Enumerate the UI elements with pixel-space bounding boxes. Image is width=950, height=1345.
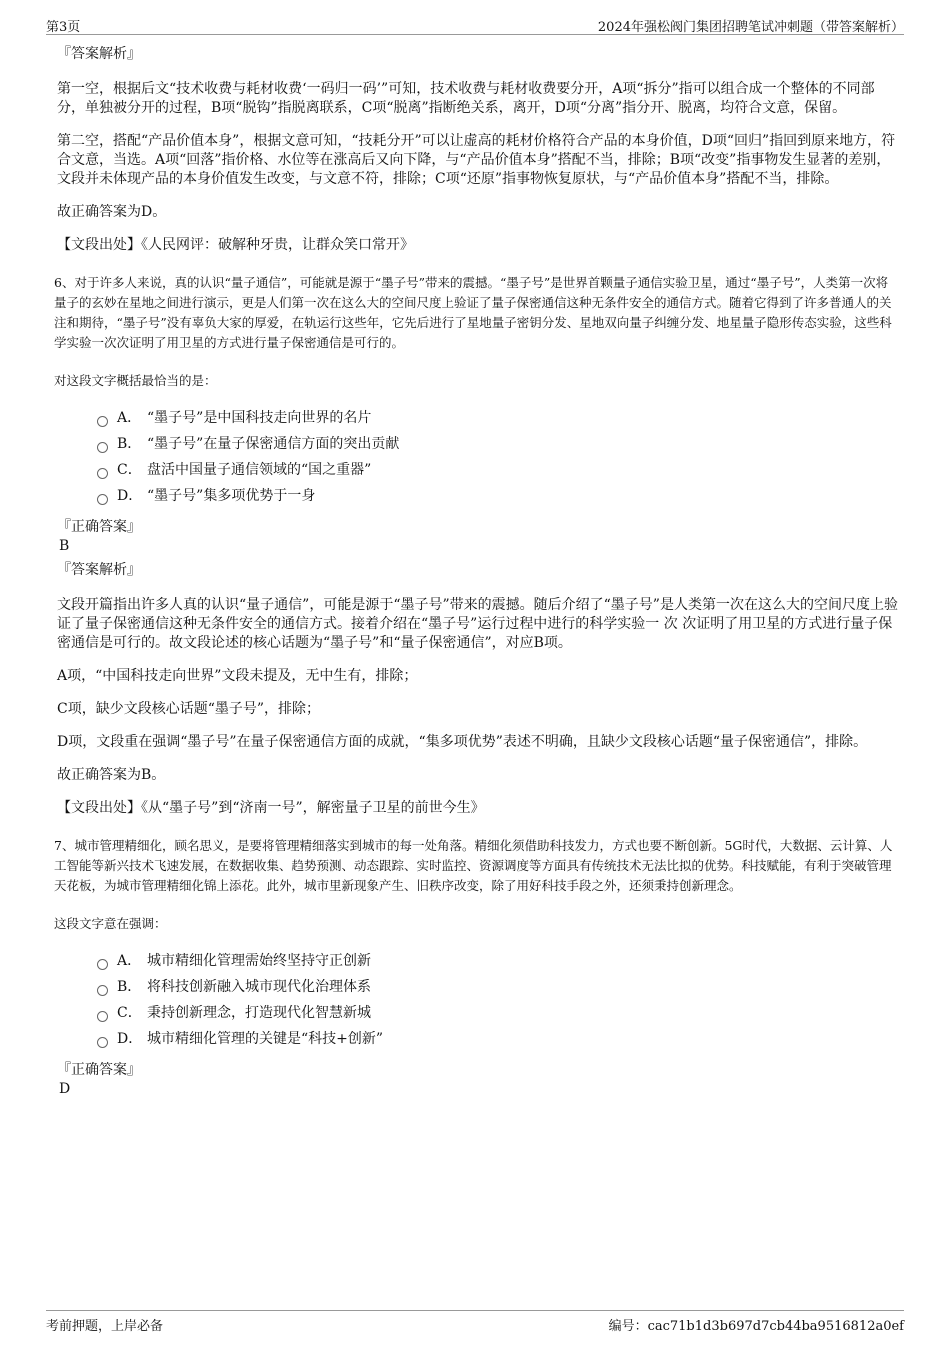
footer-slogan: 考前押题，上岸必备 xyxy=(46,1319,164,1334)
radio-icon[interactable] xyxy=(97,1011,108,1022)
q5-analysis-p2: 第二空，搭配“产品价值本身”，根据文意可知，“技耗分开”可以让虚高的耗材价格符合产品的本身价值，D项“回归”指回到原来地方，符合文意，当选。A项“回落”指价格、水位等在涨高后又向下降，与“产品价值本身”搭配不当，排除；B项“改变”指事物发生显著的差别，文段并未体现产品的本身价值发生改变，与文意不符，排除；C项“还原”指事物恢复原状，与“产品价值本身”搭配不当，排除。 xyxy=(57,133,896,187)
q5-source: 【文段出处】《人民网评：破解种牙贵，让群众笑口常开》 xyxy=(57,237,414,253)
radio-icon[interactable] xyxy=(97,959,108,970)
q7-option-b[interactable]: B． 将科技创新融入城市现代化治理体系 xyxy=(97,974,899,1000)
q6-option-a[interactable]: A． “墨子号”是中国科技走向世界的名片 xyxy=(97,405,899,431)
q6-passage: 6、对于许多人来说，真的认识“量子通信”，可能就是源于“墨子号”带来的震撼。“墨子号”是世界首颗量子通信实验卫星，通过“墨子号”，人类第一次将量子的玄妙在星地之间进行演示，更是人们第一次在这么大的空间尺度上验证了量子保密通信这种无条件安全的通信方式。随着它得到了许多普通人的关注和期待，“墨子号”没有辜负大家的厚爱，在轨运行这些年，它先后进行了星地量子密钥分发、星地双向量子纠缠分发、地星量子隐形传态实验，这些科学实验一次次证明了用卫星的方式进行量子保密通信是可行的。 xyxy=(54,275,892,350)
q5-conclusion: 故正确答案为D。 xyxy=(57,204,167,220)
footer-doc-id: 编号：cac71b1d3b697d7cb44ba9516812a0ef xyxy=(608,1319,904,1334)
q6-options xyxy=(97,405,899,509)
radio-icon[interactable] xyxy=(97,442,108,453)
q7-option-c[interactable]: C． 秉持创新理念，打造现代化智慧新城 xyxy=(97,1000,899,1026)
radio-icon[interactable] xyxy=(97,494,108,505)
q6-option-c[interactable]: C． 盘活中国量子通信领域的“国之重器” xyxy=(97,457,899,483)
q7-option-a[interactable]: A． 城市精细化管理需始终坚持守正创新 xyxy=(97,948,899,974)
radio-icon[interactable] xyxy=(97,1037,108,1048)
q6-option-b[interactable]: B． “墨子号”在量子保密通信方面的突出贡献 xyxy=(97,431,899,457)
q6-analysis-p4: D项，文段重在强调“墨子号”在量子保密通信方面的成就，“集多项优势”表述不明确，且缺少文段核心话题“量子保密通信”，排除。 xyxy=(57,734,868,750)
q6-source: 【文段出处】《从“墨子号”到“济南一号”，解密量子卫星的前世今生》 xyxy=(57,800,485,816)
q7-answer: D xyxy=(59,1081,71,1097)
q6-analysis-p2: A项，“中国科技走向世界”文段未提及，无中生有，排除； xyxy=(57,668,418,684)
q6-analysis-p1: 文段开篇指出许多人真的认识“量子通信”，可能是源于“墨子号”带来的震撼。随后介绍了“墨子号”是人类第一次在这么大的空间尺度上验证了量子保密通信这种无条件安全的通信方式。接着介绍在“墨子号”运行过程中进行的科学实验一 次 次证明了用卫星的方式进行量子保密通信是可行的。故文段论述的核心话题为“墨子号”和“量子保密通信”，对应B项。 xyxy=(57,597,898,651)
q6-option-d[interactable]: D． “墨子号”集多项优势于一身 xyxy=(97,483,899,509)
q7-answer-label: 『正确答案』 xyxy=(57,1062,141,1078)
page-header xyxy=(46,14,904,35)
document-body xyxy=(54,44,899,1099)
q7-passage: 7、城市管理精细化，顾名思义，是要将管理精细落实到城市的每一处角落。精细化须借助科技发力，方式也要不断创新。5G时代，大数据、云计算、人工智能等新兴技术飞速发展，在数据收集、趋势预测、动态跟踪、实时监控、资源调度等方面具有传统技术无法比拟的优势。科技赋能，有利于突破管理天花板，为城市管理精细化锦上添花。此外，城市里新现象产生、旧秩序改变，除了用好科技手段之外，还须秉持创新理念。 xyxy=(54,838,893,893)
q7-options xyxy=(97,948,899,1052)
radio-icon[interactable] xyxy=(97,468,108,479)
q6-analysis-p3: C项，缺少文段核心话题“墨子号”，排除； xyxy=(57,701,321,717)
q7-prompt: 这段文字意在强调： xyxy=(54,916,167,931)
q5-analysis-label: 『答案解析』 xyxy=(57,46,141,62)
page-number: 第3页 xyxy=(46,20,81,35)
document-title: 2024年强松阀门集团招聘笔试冲刺题（带答案解析） xyxy=(597,20,904,35)
q7-option-d[interactable]: D． 城市精细化管理的关键是“科技+创新” xyxy=(97,1026,899,1052)
q6-answer-label: 『正确答案』 xyxy=(57,519,141,535)
q5-analysis-p1: 第一空，根据后文“技术收费与耗材收费‘一码归一码’”可知，技术收费与耗材收费要分开，A项“拆分”指可以组合成一个整体的不同部分，单独被分开的过程，B项“脱钩”指脱离联系，C项“脱离”指断绝关系，离开，D项“分离”指分开、脱离，均符合文意，保留。 xyxy=(57,81,875,116)
radio-icon[interactable] xyxy=(97,416,108,427)
page-footer xyxy=(46,1310,904,1334)
q6-analysis-label: 『答案解析』 xyxy=(57,562,141,578)
q6-prompt: 对这段文字概括最恰当的是： xyxy=(54,373,217,388)
radio-icon[interactable] xyxy=(97,985,108,996)
q6-conclusion: 故正确答案为B。 xyxy=(57,767,166,783)
q6-answer: B xyxy=(59,538,70,554)
